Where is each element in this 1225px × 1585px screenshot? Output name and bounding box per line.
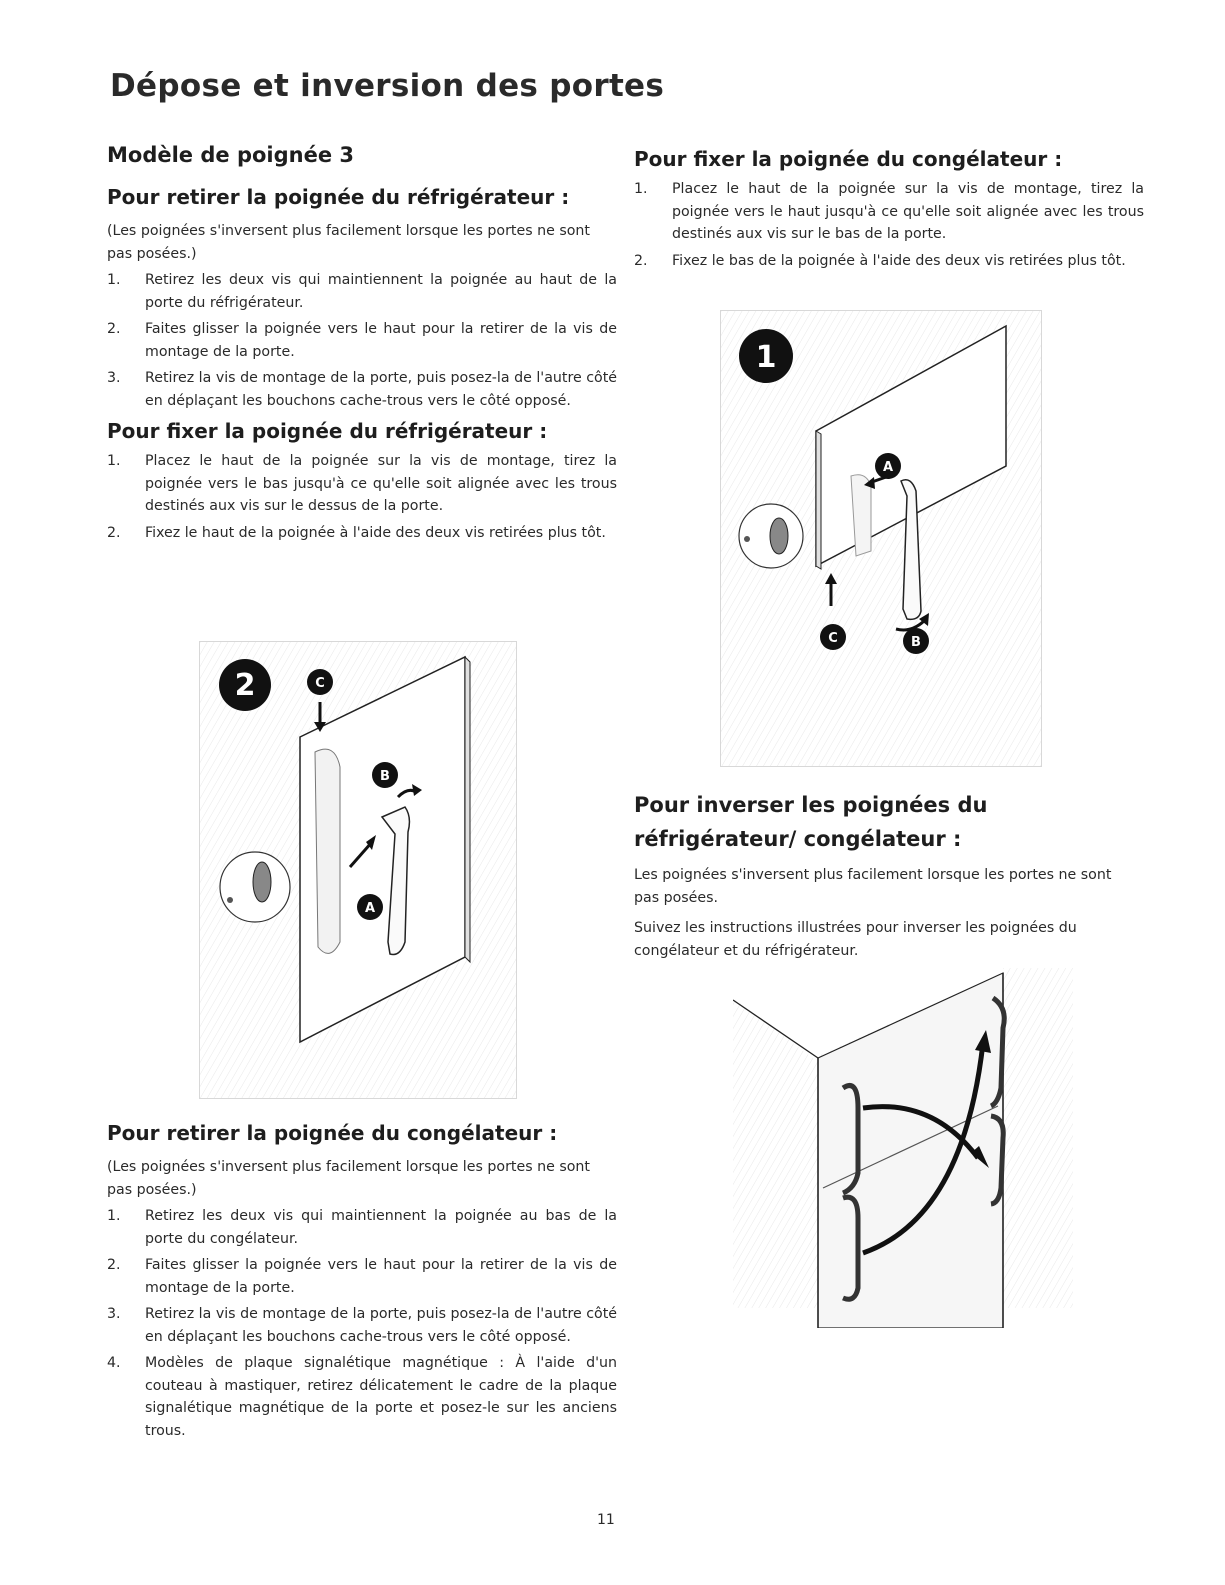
fridge-remove-steps	[107, 269, 617, 412]
step-number: 1.	[107, 453, 121, 469]
label-b: B	[380, 769, 390, 784]
step-number: 3.	[107, 1306, 121, 1322]
list-item	[107, 269, 617, 314]
fridge-attach-steps	[107, 450, 617, 544]
figure-step-1	[720, 310, 1042, 767]
page-number: 11	[597, 1512, 615, 1528]
list-item	[107, 450, 617, 518]
reverse-para-1: Les poignées s'inversent plus facilement lorsque les portes ne sont pas posées.	[634, 867, 1112, 906]
step-number: 2.	[107, 321, 121, 337]
step-number: 1.	[634, 181, 648, 197]
figure-step-2	[199, 641, 517, 1099]
step-text: Retirez les deux vis qui maintiennent la poignée au haut de la porte du réfrigérateur.	[145, 272, 617, 311]
label-b: B	[911, 635, 921, 650]
label-c: C	[315, 676, 325, 691]
model-heading: Modèle de poignée 3	[107, 143, 354, 167]
step-text: Fixez le bas de la poignée à l'aide des deux vis retirées plus tôt.	[672, 252, 1126, 269]
freezer-remove-heading: Pour retirer la poignée du congélateur :	[107, 1121, 558, 1145]
step-number: 2.	[107, 1257, 121, 1273]
freezer-attach-steps	[634, 178, 1144, 272]
right-column	[634, 140, 1144, 276]
fridge-remove-note: (Les poignées s'inversent plus facilement lorsque les portes ne sont pas posées.)	[107, 223, 590, 262]
step-text: Modèles de plaque signalétique magnétique : À l'aide d'un couteau à mastiquer, retirez délicatement le cadre de la plaque signalétique magnétique de la porte et posez-le sur les anciens trous.	[145, 1355, 617, 1439]
step-number: 2.	[634, 252, 648, 269]
step-text: Faites glisser la poignée vers le haut pour la retirer de la vis de montage de la porte.	[145, 1257, 617, 1296]
step-number: 4.	[107, 1355, 121, 1371]
page-title: Dépose et inversion des portes	[110, 68, 665, 104]
list-item	[107, 318, 617, 363]
label-a: A	[882, 460, 894, 475]
list-item	[107, 1303, 617, 1348]
list-item	[634, 250, 1144, 273]
step-text: Placez le haut de la poignée sur la vis de montage, tirez la poignée vers le bas jusqu'à ce qu'elle soit alignée avec les trous destinés aux vis sur le dessus de la porte.	[145, 453, 617, 514]
reverse-para-2: Suivez les instructions illustrées pour inverser les poignées du congélateur et du réfrigérateur.	[634, 920, 1077, 959]
step-number: 1.	[107, 272, 121, 288]
fridge-reverse-diagram	[733, 968, 1073, 1328]
list-item	[634, 178, 1144, 246]
freezer-remove-steps	[107, 1205, 617, 1442]
step-number: 1.	[107, 1208, 121, 1224]
label-a: A	[364, 901, 376, 916]
door-diagram-2	[200, 642, 516, 1098]
fridge-remove-heading: Pour retirer la poignée du réfrigérateur :	[107, 185, 570, 209]
left-column	[107, 140, 617, 548]
freezer-remove-note: (Les poignées s'inversent plus facilement lorsque les portes ne sont pas posées.)	[107, 1159, 590, 1198]
step-text: Fixez le haut de la poignée à l'aide des deux vis retirées plus tôt.	[145, 524, 606, 541]
figure-reverse-handles	[733, 968, 1073, 1328]
step-text: Retirez les deux vis qui maintiennent la poignée au bas de la porte du congélateur.	[145, 1208, 617, 1247]
step-text: Placez le haut de la poignée sur la vis de montage, tirez la poignée vers le haut jusqu'à ce qu'elle soit alignée avec les trous destinés aux vis sur le bas de la porte.	[672, 181, 1144, 242]
step-number: 2.	[107, 524, 121, 541]
fridge-attach-heading: Pour fixer la poignée du réfrigérateur :	[107, 419, 548, 443]
door-diagram-1	[721, 311, 1041, 766]
step-badge-label: 2	[234, 668, 256, 703]
list-item	[107, 522, 617, 545]
list-item	[107, 1254, 617, 1299]
step-badge-label: 1	[755, 340, 777, 375]
right-column-bottom	[634, 788, 1134, 962]
freezer-attach-heading: Pour fixer la poignée du congélateur :	[634, 147, 1063, 171]
reverse-heading: Pour inverser les poignées du réfrigérateur/ congélateur :	[634, 793, 988, 851]
step-text: Retirez la vis de montage de la porte, puis posez-la de l'autre côté en déplaçant les bouchons cache-trous vers le côté opposé.	[145, 1306, 617, 1345]
step-text: Faites glisser la poignée vers le haut pour la retirer de la vis de montage de la porte.	[145, 321, 617, 360]
list-item	[107, 367, 617, 412]
list-item	[107, 1205, 617, 1250]
label-c: C	[828, 631, 838, 646]
step-number: 3.	[107, 370, 121, 386]
list-item	[107, 1352, 617, 1442]
left-column-bottom	[107, 1118, 617, 1446]
step-text: Retirez la vis de montage de la porte, puis posez-la de l'autre côté en déplaçant les bouchons cache-trous vers le côté opposé.	[145, 370, 617, 409]
